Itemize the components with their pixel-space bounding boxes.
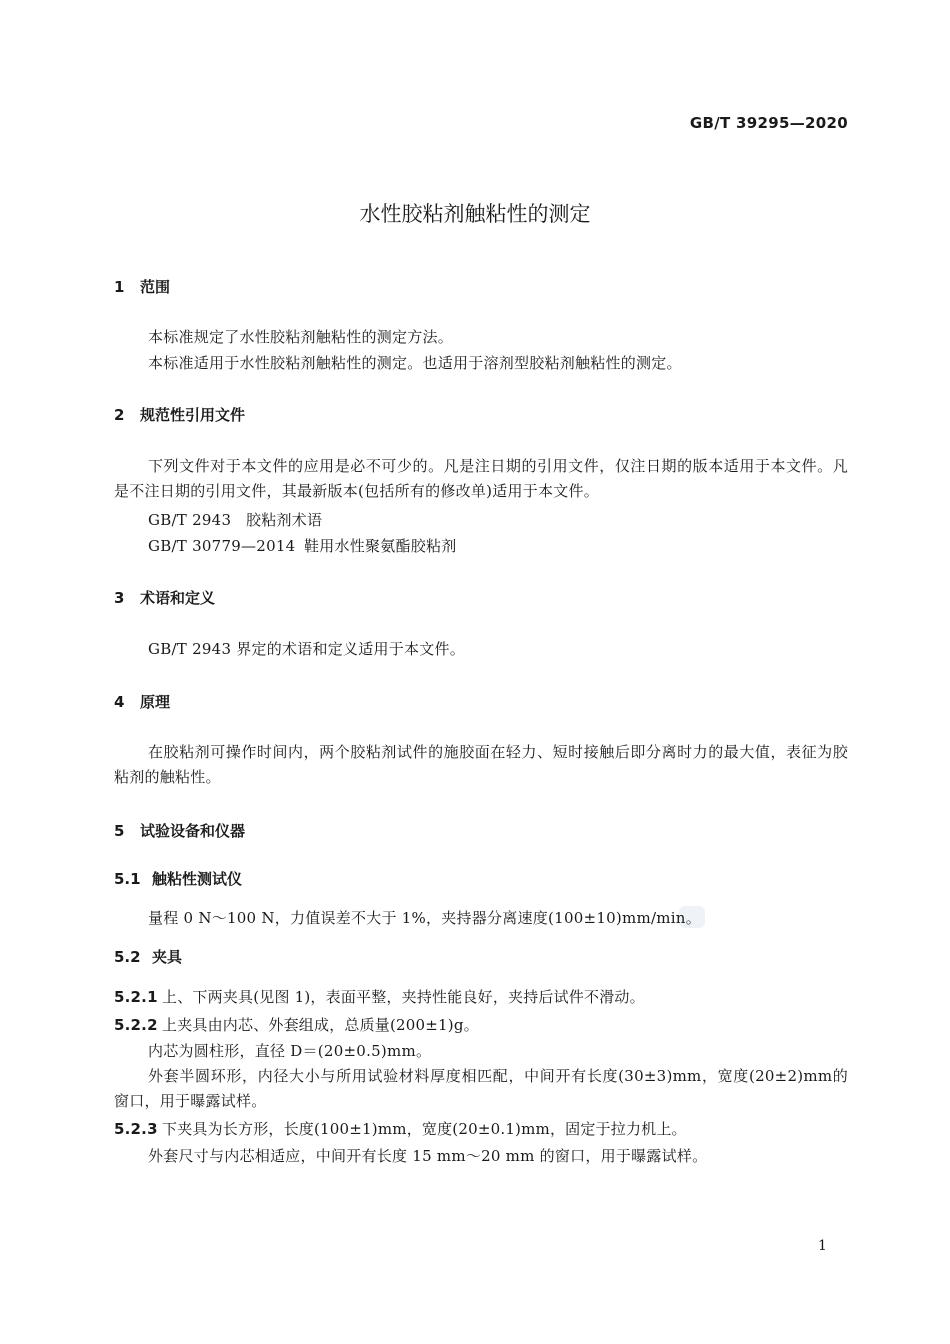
clause-text: 上、下两夹具(见图 1)，表面平整，夹持性能良好，夹持后试件不滑动。 [162, 988, 645, 1006]
document-title: 水性胶粘剂触粘性的测定 [359, 202, 591, 226]
paragraph: 内芯为圆柱形，直径 D＝(20±0.5)mm。 [148, 1042, 432, 1060]
section-heading-4 [114, 691, 170, 712]
clause-5-2-1 [114, 986, 645, 1007]
paragraph: 量程 0 N～100 N，力值误差不大于 1%，夹持器分离速度(100±10)mm/min。 [148, 909, 701, 927]
normative-reference [148, 535, 457, 556]
section-title: 规范性引用文件 [140, 406, 246, 424]
subsection-heading-5-2 [114, 946, 182, 967]
paragraph: 外套半圆环形，内径大小与所用试验材料厚度相匹配，中间开有长度(30±3)mm，宽度(20±2)mm的窗口，用于曝露试样。 [114, 1067, 848, 1110]
paragraph: 本标准适用于水性胶粘剂触粘性的测定。也适用于溶剂型胶粘剂触粘性的测定。 [148, 354, 682, 372]
clause-5-2-3 [114, 1118, 687, 1139]
section-number: 3 [114, 589, 125, 607]
paragraph: GB/T 2943 界定的术语和定义适用于本文件。 [148, 640, 466, 658]
paragraph: 下列文件对于本文件的应用是必不可少的。凡是注日期的引用文件，仅注日期的版本适用于本文件。凡是不注日期的引用文件，其最新版本(包括所有的修改单)适用于本文件。 [114, 457, 848, 500]
clause-5-2-2 [114, 1014, 479, 1035]
section-heading-3 [114, 587, 215, 608]
paragraph: 外套尺寸与内芯相适应，中间开有长度 15 mm～20 mm 的窗口，用于曝露试样。 [148, 1147, 708, 1165]
paragraph: 在胶粘剂可操作时间内，两个胶粘剂试件的施胶面在轻力、短时接触后即分离时力的最大值，表征为胶粘剂的触粘性。 [114, 743, 848, 786]
section-title: 原理 [140, 693, 171, 711]
standard-number: GB/T 39295—2020 [689, 114, 848, 132]
section-number: 5 [114, 822, 125, 840]
section-title: 试验设备和仪器 [140, 822, 246, 840]
reference-title: 鞋用水性聚氨酯胶粘剂 [304, 537, 457, 555]
reference-title: 胶粘剂术语 [246, 511, 323, 529]
section-heading-5 [114, 820, 245, 841]
reference-code: GB/T 30779—2014 [148, 537, 296, 555]
page-number: 1 [818, 1238, 827, 1254]
clause-number: 5.2.2 [114, 1016, 158, 1034]
section-title: 范围 [140, 278, 171, 296]
clause-text: 下夹具为长方形，长度(100±1)mm，宽度(20±0.1)mm，固定于拉力机上。 [162, 1120, 687, 1138]
section-title: 触粘性测试仪 [152, 870, 243, 888]
clause-number: 5.2.3 [114, 1120, 158, 1138]
section-heading-1 [114, 276, 170, 297]
normative-reference [148, 509, 322, 530]
section-heading-2 [114, 404, 245, 425]
section-number: 1 [114, 278, 125, 296]
clause-number: 5.2.1 [114, 988, 158, 1006]
section-title: 术语和定义 [140, 589, 216, 607]
section-number: 5.2 [114, 948, 141, 966]
section-title: 夹具 [152, 948, 183, 966]
paragraph: 本标准规定了水性胶粘剂触粘性的测定方法。 [148, 328, 454, 346]
section-number: 2 [114, 406, 125, 424]
section-number: 5.1 [114, 870, 141, 888]
subsection-heading-5-1 [114, 868, 242, 889]
clause-text: 上夹具由内芯、外套组成，总质量(200±1)g。 [162, 1016, 479, 1034]
section-number: 4 [114, 693, 125, 711]
reference-code: GB/T 2943 [148, 511, 232, 529]
